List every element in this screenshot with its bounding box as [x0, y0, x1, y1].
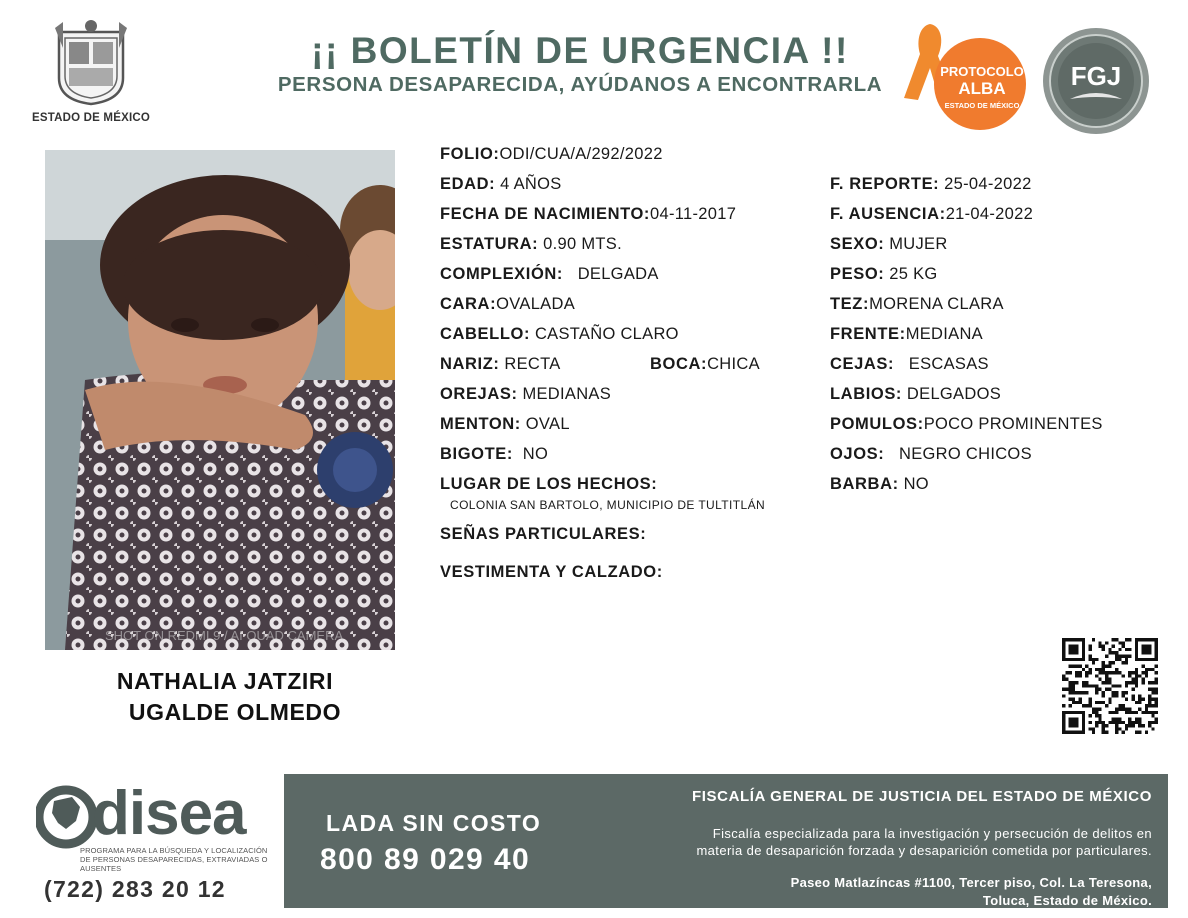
edad-value: 4 AÑOS — [500, 175, 562, 193]
toll-free-label: LADA SIN COSTO — [326, 810, 542, 836]
field-nacimiento — [440, 205, 736, 224]
ausencia-label: F. AUSENCIA: — [830, 205, 946, 223]
field-complexion — [440, 265, 659, 284]
field-estatura — [440, 235, 622, 254]
missing-person-photo — [45, 150, 395, 650]
reporte-value: 25-04-2022 — [944, 175, 1032, 193]
nariz-label: NARIZ: — [440, 355, 500, 373]
alba-line1: PROTOCOLO — [940, 64, 1024, 79]
edad-label: EDAD: — [440, 175, 496, 193]
cejas-value: ESCASAS — [908, 355, 989, 373]
labios-label: LABIOS: — [830, 385, 903, 403]
field-barba — [830, 475, 929, 494]
field-cabello — [440, 325, 679, 344]
person-name — [60, 666, 390, 728]
nacimiento-label: FECHA DE NACIMIENTO: — [440, 205, 650, 223]
nariz-value: RECTA — [504, 355, 561, 373]
odisea-wordmark: disea — [92, 779, 246, 848]
tez-label: TEZ: — [830, 295, 870, 313]
labios-value: DELGADOS — [906, 385, 1002, 403]
state-label: ESTADO DE MÉXICO — [32, 112, 150, 124]
field-peso — [830, 265, 938, 284]
pomulos-value: POCO PROMINENTES — [923, 415, 1103, 433]
state-emblem — [30, 18, 152, 128]
field-sexo — [830, 235, 948, 254]
sexo-value: MUJER — [889, 235, 948, 253]
orejas-value: MEDIANAS — [522, 385, 612, 403]
toll-free-number: 800 89 029 40 — [320, 843, 531, 876]
fgj-title: FISCALÍA GENERAL DE JUSTICIA DEL ESTADO DE MÉXICO — [692, 788, 1152, 805]
folio-label: FOLIO: — [440, 145, 500, 163]
field-lugar — [440, 475, 657, 494]
field-ausencia — [830, 205, 1033, 224]
protocolo-alba-logo — [898, 20, 1030, 135]
field-boca — [650, 355, 760, 374]
nacimiento-value: 04-11-2017 — [650, 205, 737, 223]
field-vestimenta — [440, 563, 663, 582]
complexion-value: DELGADA — [577, 265, 659, 283]
peso-value: 25 KG — [889, 265, 938, 283]
menton-label: MENTON: — [440, 415, 521, 433]
page-title: ¡¡ BOLETÍN DE URGENCIA !! — [311, 30, 849, 71]
field-cara — [440, 295, 575, 314]
estatura-value: 0.90 MTS. — [543, 235, 622, 253]
complexion-label: COMPLEXIÓN: — [440, 265, 564, 283]
field-edad — [440, 175, 562, 194]
reporte-label: F. REPORTE: — [830, 175, 940, 193]
local-phone: (722) 283 20 12 — [44, 876, 226, 902]
frente-label: FRENTE: — [830, 325, 906, 343]
orejas-label: OREJAS: — [440, 385, 518, 403]
field-senas — [440, 525, 646, 544]
barba-value: NO — [903, 475, 929, 493]
alba-line3: ESTADO DE MÉXICO — [944, 101, 1020, 110]
cabello-value: CASTAÑO CLARO — [534, 325, 679, 343]
folio-value: ODI/CUA/A/292/2022 — [499, 145, 663, 163]
frente-value: MEDIANA — [905, 325, 983, 343]
field-tez — [830, 295, 1004, 314]
ojos-label: OJOS: — [830, 445, 885, 463]
menton-value: OVAL — [525, 415, 570, 433]
tez-value: MORENA CLARA — [869, 295, 1004, 313]
field-orejas — [440, 385, 611, 404]
alba-line2: ALBA — [958, 79, 1006, 98]
ojos-value: NEGRO CHICOS — [899, 445, 1032, 463]
qr-code-icon — [1062, 638, 1158, 734]
cejas-label: CEJAS: — [830, 355, 895, 373]
cara-label: CARA: — [440, 295, 497, 313]
boca-label: BOCA: — [650, 355, 708, 373]
fgj-seal-label: FGJ — [1070, 61, 1122, 91]
person-name-line2: UGALDE OLMEDO — [128, 699, 342, 725]
fgj-description-line1: Fiscalía especializada para la investigación y persecución de delitos en — [712, 826, 1152, 841]
bigote-value: NO — [522, 445, 549, 463]
person-name-line1: NATHALIA JATZIRI — [116, 668, 334, 694]
boca-value: CHICA — [707, 355, 760, 373]
coat-of-arms-icon — [51, 18, 131, 106]
qr-code[interactable] — [1062, 638, 1158, 734]
odisea-description: PROGRAMA PARA LA BÚSQUEDA Y LOCALIZACIÓN DE PERSONAS DESAPARECIDAS, EXTRAVIADAS O AUSENTES — [80, 846, 268, 873]
fgj-seal — [1040, 25, 1152, 137]
field-labios — [830, 385, 1001, 404]
address-line2: Toluca, Estado de México. — [982, 893, 1152, 908]
field-cejas — [830, 355, 989, 374]
field-reporte — [830, 175, 1032, 194]
fgj-description-line2: materia de desaparición forzada y desaparición cometida por particulares. — [696, 843, 1152, 858]
field-folio — [440, 145, 663, 164]
bigote-label: BIGOTE: — [440, 445, 513, 463]
field-pomulos — [830, 415, 1103, 434]
field-nariz — [440, 355, 561, 374]
sexo-label: SEXO: — [830, 235, 885, 253]
cabello-label: CABELLO: — [440, 325, 531, 343]
lugar-label: LUGAR DE LOS HECHOS: — [440, 475, 658, 493]
estatura-label: ESTATURA: — [440, 235, 539, 253]
ausencia-value: 21-04-2022 — [945, 205, 1034, 223]
field-menton — [440, 415, 570, 434]
senas-label: SEÑAS PARTICULARES: — [440, 525, 647, 543]
lugar-value: COLONIA SAN BARTOLO, MUNICIPIO DE TULTITLÁN — [450, 498, 766, 512]
pomulos-label: POMULOS: — [830, 415, 924, 433]
field-ojos — [830, 445, 1032, 464]
cara-value: OVALADA — [496, 295, 575, 313]
photo-watermark: SHOT ON REDMI 9 / AI QUAD CAMERA — [105, 628, 344, 643]
fgj-address — [600, 874, 1152, 910]
address-line1: Paseo Matlazíncas #1100, Tercer piso, Col. La Teresona, — [790, 875, 1152, 890]
peso-label: PESO: — [830, 265, 885, 283]
bulletin-title — [250, 30, 910, 97]
field-frente — [830, 325, 983, 344]
page-subtitle: PERSONA DESAPARECIDA, AYÚDANOS A ENCONTRARLA — [277, 73, 883, 96]
vestimenta-label: VESTIMENTA Y CALZADO: — [440, 563, 663, 581]
barba-label: BARBA: — [830, 475, 899, 493]
field-bigote — [440, 445, 548, 464]
fgj-description — [600, 825, 1152, 859]
